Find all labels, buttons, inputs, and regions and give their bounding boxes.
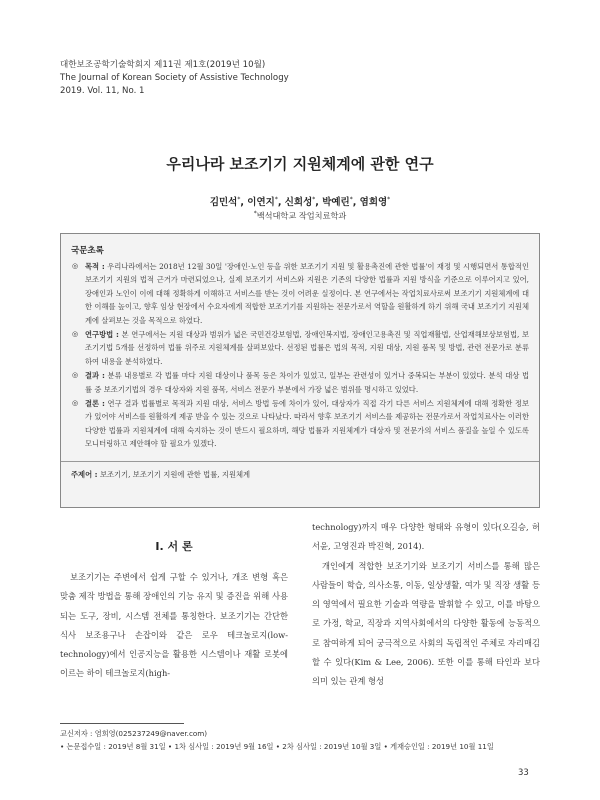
abstract-heading: 국문초록 xyxy=(71,246,104,256)
right-column xyxy=(312,518,540,692)
abstract-divider xyxy=(61,461,539,462)
author-mark: * xyxy=(312,195,316,203)
abstract-label: 결론 : xyxy=(85,399,105,409)
left-column xyxy=(60,538,288,684)
author-mark: * xyxy=(237,195,241,203)
author-name: 염희영 xyxy=(359,197,388,208)
abstract-text: 본 연구에서는 지원 대상과 범위가 넓은 국민건강보험법, 장애인복지법, 장애인고용촉진 및 직업재활법, 산업재해보상보험법, 보조기기법 5개를 선정하여 법률 위주로 지원체계를 살펴보았다. 선정된 법률은 법의 목적, 지원 대상, 지원 품목 및 방법, 관련 전문가로 분류하여 내용을 분석하였다. xyxy=(85,330,529,366)
keywords-text: 보조기기, 보조기기 지원에 관한 법률, 지원체계 xyxy=(99,469,251,479)
submission-dates: • 논문접수일 : 2019년 8월 31일 • 1차 심사일 : 2019년 9월 16일 • 2차 심사일 : 2019년 10월 3일 • 게재승인일 : 2019년 10월 11일 xyxy=(60,742,494,751)
footnote xyxy=(60,727,550,753)
abstract-conclusion xyxy=(71,397,529,451)
abstract-purpose xyxy=(71,260,529,327)
affiliation-mark: * xyxy=(253,210,257,217)
abstract-results xyxy=(71,369,529,396)
author-name: 이연지 xyxy=(247,197,275,208)
body-paragraph: technology)까지 매우 다양한 형태와 유형이 있다(오길승, 허서윤, 고영진과 박진혁, 2014). xyxy=(312,522,540,552)
journal-info xyxy=(60,59,480,98)
affiliation-text: 백석대학교 작업치료학과 xyxy=(256,210,347,221)
affiliation xyxy=(0,210,600,222)
corresponding-author: 교신저자 : 염희영(025237249@naver.com) xyxy=(60,729,208,738)
footnote-divider xyxy=(60,723,184,724)
abstract-text: 분류 내용별로 각 법률 마다 지원 대상이나 품목 등은 차이가 있었고, 일부는 관련성이 있거나 중복되는 부분이 있었다. 분석 대상 법률 중 보조기기법의 경우 대상자와 지원 품목, 서비스 전문가 부분에서 가장 넓은 범위를 명시하고 있었다. xyxy=(85,371,529,394)
page-number: 33 xyxy=(518,768,529,778)
korean-abstract-box xyxy=(60,233,540,508)
journal-volume-english: 2019. Vol. 11, No. 1 xyxy=(60,86,145,96)
abstract-methods xyxy=(71,328,529,368)
author-name: 박예린 xyxy=(322,197,350,208)
author-name: 김민석 xyxy=(209,197,238,208)
keywords-label: 주제어 : xyxy=(71,469,98,479)
author-mark: * xyxy=(274,195,278,203)
body-paragraph: 보조기기는 주변에서 쉽게 구할 수 있거나, 개조 변형 혹은 맞춤 제작 방법을 통해 장애인의 기능 유지 및 증진을 위해 사용되는 도구, 장비, 시스템 전체를 통칭한다. 보조기기는 간단한 식사 보조용구나 손잡이와 같은 로우 테크놀로지(low-technology)에서 인공지능을 활용한 시스템이나 재활 로봇에 이르는 하이 테크놀로지(high- xyxy=(60,572,288,679)
author-mark: * xyxy=(387,195,391,203)
bullet-icon: ◎ xyxy=(72,371,79,380)
abstract-text: 우리나라에서는 2018년 12월 30일 '장애인·노인 등을 위한 보조기기 지원 및 활용촉진에 관한 법률'이 재정 및 시행되면서 통합적인 보조기기 지원의 법적 근거가 마련되었으나, 실제 보조기기 서비스와 지원은 기존의 다양한 법률과 지원 방식을 기준으로 이루어지고 있어, 장애인과 노인이 이에 대해 정확하게 이해하고 서비스를 받는 것이 어려운 실정이다. 본 연구에서는 작업치료사로써 보조기기 지원체계에 대한 이해를 높이고, 향후 임상 현장에서 수요자에게 적합한 보조기기를 지원하는 전문가로서 역할을 원활하게 하기 위해 국내 보조기기 지원체계에 살펴보는 것을 목적으로 하였다. xyxy=(85,262,529,325)
author-mark: * xyxy=(349,195,353,203)
abstract-label: 결과 : xyxy=(85,371,105,381)
abstract-label: 목적 : xyxy=(85,262,105,271)
journal-name-english: The Journal of Korean Society of Assistive Technology xyxy=(60,73,289,83)
abstract-text: 연구 결과 법률별로 목적과 지원 대상, 서비스 방법 등에 차이가 있어, 대상자가 직접 각기 다른 서비스 지원체계에 대해 정확한 정보가 있어야 서비스를 원활하게 제공 받을 수 있는 것으로 나타났다. 따라서 향후 보조기기 서비스를 제공하는 전문가로서 작업치료사는 이러한 다양한 법률과 지원체계에 대해 숙지하는 것이 반드시 필요하며, 해당 법률과 지원체계가 대상자 및 전문가의 서비스 품질을 높일 수 있도록 모니터링하고 제안해야 할 필요가 있겠다. xyxy=(85,399,529,449)
bullet-icon: ◎ xyxy=(72,330,79,339)
body-paragraph: 개인에게 적합한 보조기기와 보조기기 서비스를 통해 많은 사람들이 학습, 의사소통, 이동, 일상생활, 여가 및 직장 생활 등의 영역에서 필요한 기술과 역량을 발휘할 수 있고, 이를 바탕으로 가정, 학교, 직장과 지역사회에서의 다양한 활동에 능동적으로 참여하게 되어 궁극적으로 사회의 독립적인 주체로 자리매김할 수 있다(Kim & Lee, 2006). 또한 이를 통해 타인과 보다 의미 있는 관계 형성 xyxy=(312,560,540,687)
journal-volume-korean: 대한보조공학기술학회지 제11권 제1호(2019년 10월) xyxy=(60,60,266,70)
paper-title: 우리나라 보조기기 지원체계에 관한 연구 xyxy=(166,155,434,173)
abstract-label: 연구방법 : xyxy=(85,330,119,340)
keywords xyxy=(71,470,529,480)
bullet-icon: ◎ xyxy=(72,262,79,270)
author-list: 김민석*, 이연지*, 신희성*, 박예린*, 염희영* xyxy=(209,195,391,208)
author-name: 신희성 xyxy=(284,197,313,208)
bullet-icon: ◎ xyxy=(72,399,79,408)
section-heading: Ⅰ. 서 론 xyxy=(155,540,193,553)
